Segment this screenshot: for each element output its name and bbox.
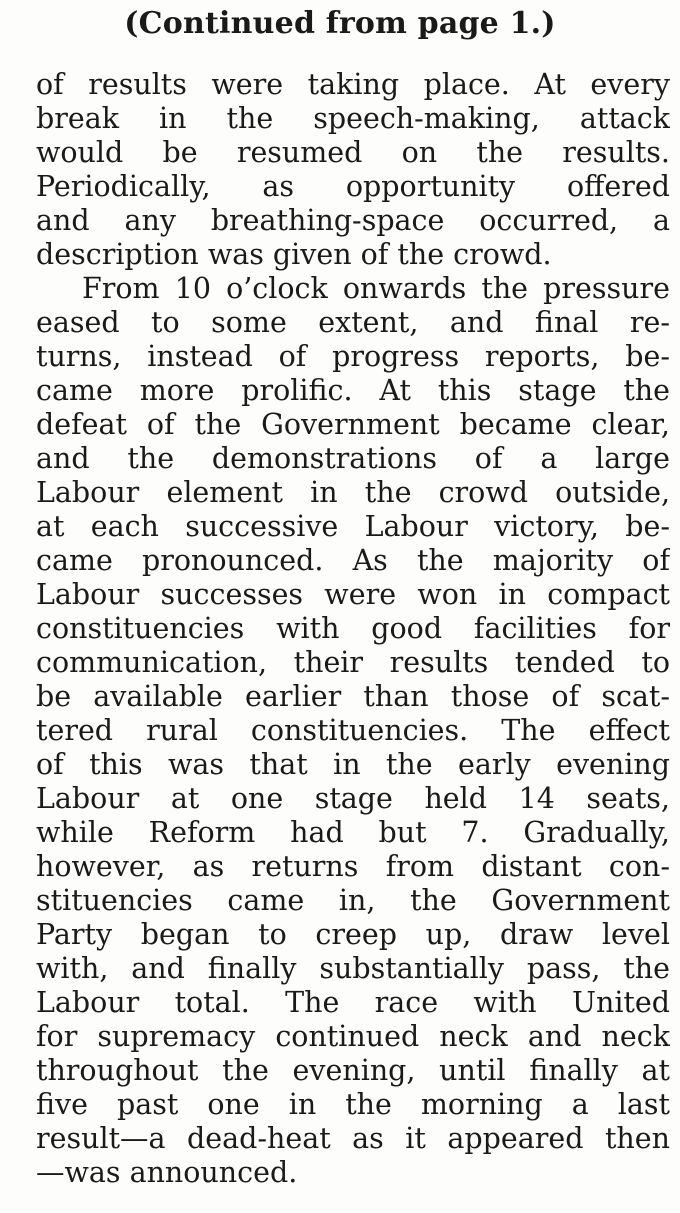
text-line: eased to some extent, and final re-: [36, 306, 670, 339]
heading-text: (Continued from page 1.): [124, 6, 556, 41]
text-line: Labour successes were won in compact: [36, 578, 670, 611]
text-line: turns, instead of progress reports, be-: [36, 340, 670, 373]
text-line: however, as returns from distant con-: [36, 850, 670, 883]
text-line: and any breathing-space occurred, a: [36, 204, 670, 237]
text-line: while Reform had but 7. Gradually,: [36, 816, 670, 849]
text-line: throughout the evening, until finally at: [36, 1054, 670, 1087]
text-line: came pronounced. As the majority of: [36, 544, 670, 577]
paragraph-1: [36, 68, 670, 272]
text-line: communication, their results tended to: [36, 646, 670, 679]
article-column: [36, 68, 670, 1190]
text-line: break in the speech-making, attack: [36, 102, 670, 135]
text-line: and the demonstrations of a large: [36, 442, 670, 475]
text-line: defeat of the Government became clear,: [36, 408, 670, 441]
text-line: Labour at one stage held 14 seats,: [36, 782, 670, 815]
text-line: of this was that in the early evening: [36, 748, 670, 781]
text-line: stituencies came in, the Government: [36, 884, 670, 917]
text-line: be available earlier than those of scat-: [36, 680, 670, 713]
text-line: came more prolific. At this stage the: [36, 374, 670, 407]
text-line: Labour total. The race with United: [36, 986, 670, 1019]
text-line: Labour element in the crowd outside,: [36, 476, 670, 509]
text-line: Party began to creep up, draw level: [36, 918, 670, 951]
text-line: result—a dead-heat as it appeared then: [36, 1122, 670, 1155]
text-line: tered rural constituencies. The effect: [36, 714, 670, 747]
text-line: for supremacy continued neck and neck: [36, 1020, 670, 1053]
text-line: with, and finally substantially pass, the: [36, 952, 670, 985]
text-line: description was given of the crowd.: [36, 238, 552, 271]
text-line: constituencies with good facilities for: [36, 612, 670, 645]
text-line: at each successive Labour victory, be-: [36, 510, 670, 543]
paragraph-2: [36, 272, 670, 1190]
continuation-heading: [0, 2, 680, 46]
text-line: would be resumed on the results.: [36, 136, 670, 169]
text-line: Periodically, as opportunity offered: [36, 170, 670, 203]
text-line: of results were taking place. At every: [36, 68, 670, 101]
text-line: From 10 o’clock onwards the pressure: [82, 272, 670, 305]
text-line: five past one in the morning a last: [36, 1088, 670, 1121]
text-line: —was announced.: [36, 1156, 298, 1189]
